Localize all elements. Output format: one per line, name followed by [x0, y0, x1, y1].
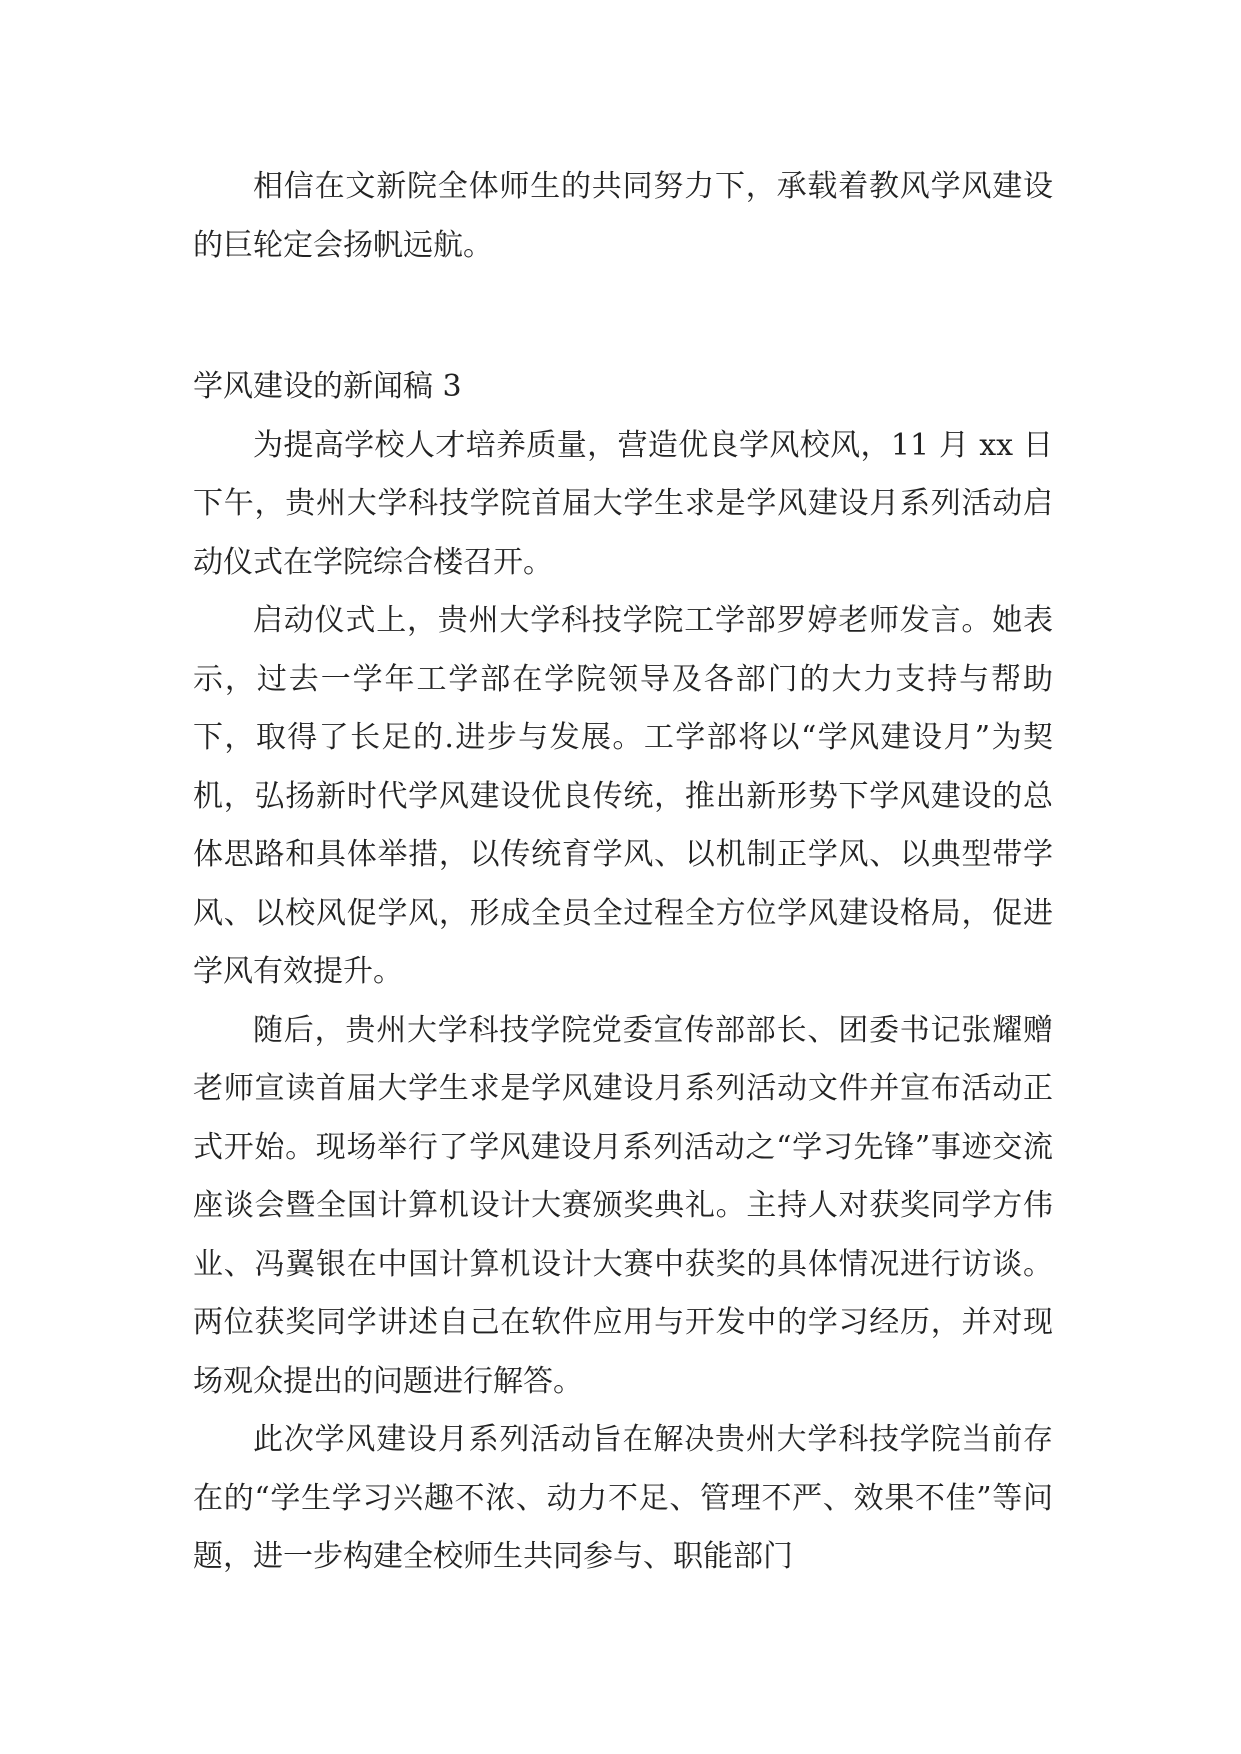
paragraph-4: 此次学风建设月系列活动旨在解决贵州大学科技学院当前存在的“学生学习兴趣不浓、动力不足、管理不严、效果不佳”等问题，进一步构建全校师生共同参与、职能部门 [193, 1422, 1053, 1574]
paragraph-1: 为提高学校人才培养质量，营造优良学风校风，11 月 xx 日下午，贵州大学科技学院首届大学生求是学风建设月系列活动启动仪式在学院综合楼召开。 [193, 427, 1053, 580]
section-title: 学风建设的新闻稿 3 [193, 369, 462, 404]
paragraph-2: 启动仪式上，贵州大学科技学院工学部罗婷老师发言。她表示，过去一学年工学部在学院领导及各部门的大力支持与帮助下，取得了长足的.进步与发展。工学部将以“学风建设月”为契机，弘扬新时代学风建设优良传统，推出新形势下学风建设的总体思路和具体举措，以传统育学风、以机制正学风、以典型带学风、以校风促学风，形成全员全过程全方位学风建设格局，促进学风有效提升。 [193, 603, 1053, 989]
paragraph-intro: 相信在文新院全体师生的共同努力下，承载着教风学风建设的巨轮定会扬帆远航。 [193, 169, 1053, 263]
paragraph-3: 随后，贵州大学科技学院党委宣传部部长、团委书记张耀赠老师宣读首届大学生求是学风建设月系列活动文件并宣布活动正式开始。现场举行了学风建设月系列活动之“学习先锋”事迹交流座谈会暨全国计算机设计大赛颁奖典礼。主持人对获奖同学方伟业、冯翼银在中国计算机设计大赛中获奖的具体情况进行访谈。两位获奖同学讲述自己在软件应用与开发中的学习经历，并对现场观众提出的问题进行解答。 [193, 1012, 1053, 1399]
document-body [193, 158, 1053, 1587]
